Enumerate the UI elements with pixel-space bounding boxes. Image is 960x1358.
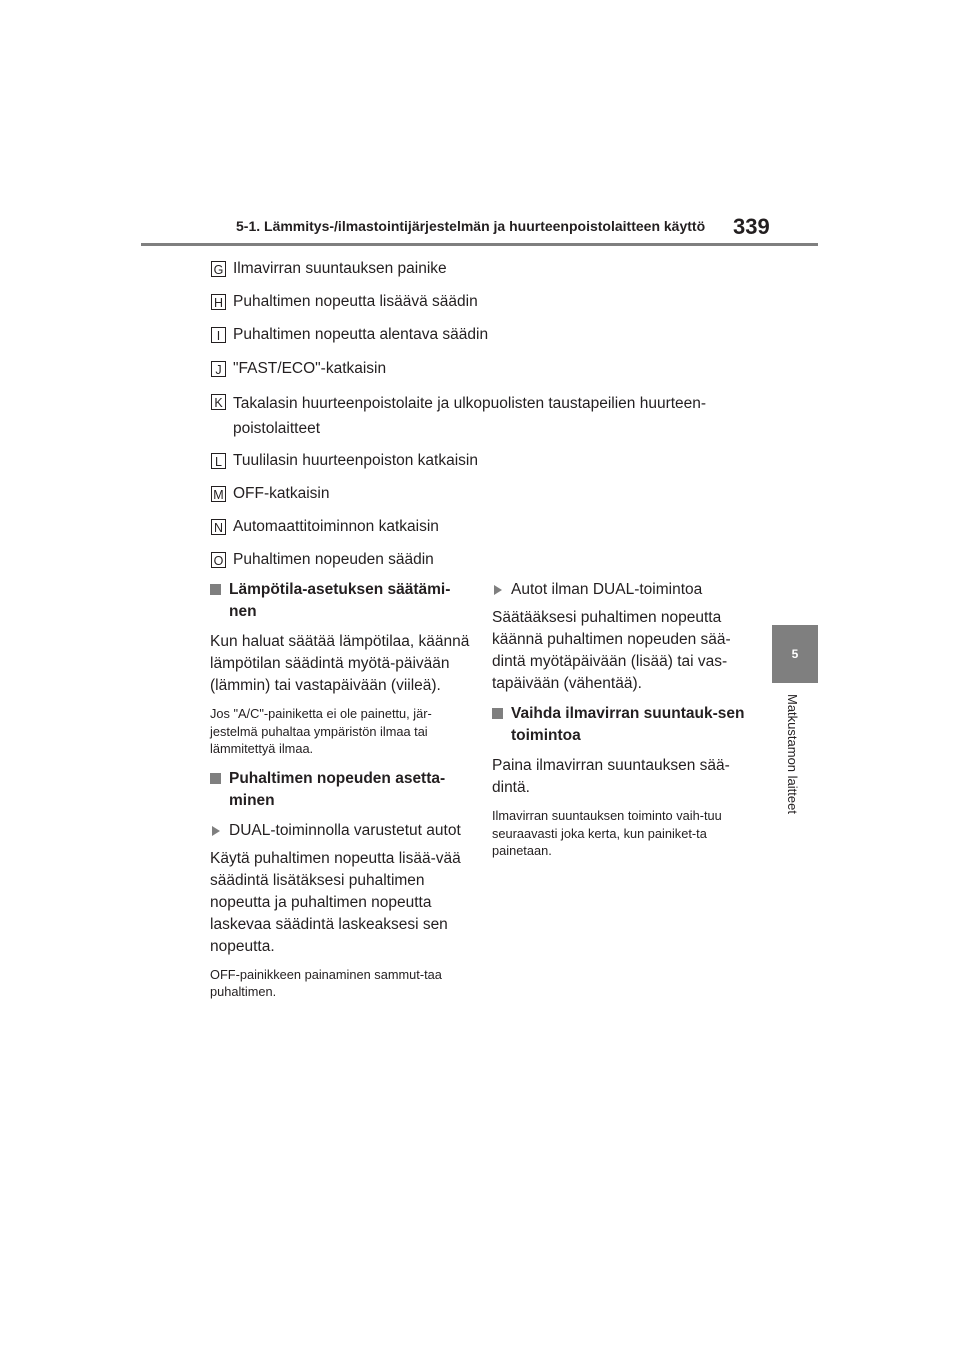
section-heading <box>492 703 752 747</box>
sub-heading-text: Autot ilman DUAL-toimintoa <box>511 581 703 598</box>
legend-item <box>211 450 751 473</box>
sub-heading <box>210 820 470 842</box>
body-text: Kun haluat säätää lämpötilaa, käännä lämpötilan säädintä myötä-päivään (lämmin) tai vastapäivään (viileä). <box>210 633 470 694</box>
left-column <box>210 579 470 1011</box>
legend-text: Takalasin huurteenpoistolaite ja ulkopuolisten taustapeilien huurteen-poistolaitteet <box>233 394 707 437</box>
body-text: Paina ilmavirran suuntauksen sää-dintä. <box>492 757 730 796</box>
legend-text: "FAST/ECO"-katkaisin <box>233 359 387 377</box>
chapter-label: Matkustamon laitteet <box>785 694 800 814</box>
legend-item <box>211 391 751 441</box>
heading-text: Lämpötila-asetuksen säätämi-nen <box>229 581 451 620</box>
body-text: Käytä puhaltimen nopeutta lisää-vää säädintä lisätäksesi puhaltimen nopeutta ja puhaltimen nopeutta laskevaa säädintä laskeaksesi sen nopeutta. <box>210 849 461 955</box>
legend-text: Puhaltimen nopeuden säädin <box>233 551 434 569</box>
legend-item <box>211 483 751 506</box>
triangle-bullet-icon <box>212 826 220 836</box>
legend-text: OFF-katkaisin <box>233 484 330 502</box>
legend-letter: G <box>211 261 226 277</box>
legend-letter: L <box>211 453 226 469</box>
legend-letter: M <box>211 486 226 502</box>
chapter-tab: 5 <box>772 625 818 683</box>
page-header-title: 5-1. Lämmitys-/ilmastointijärjestelmän ja huurteenpoistolaitteen käyttö <box>236 218 706 234</box>
right-column <box>492 579 752 870</box>
legend-text: Puhaltimen nopeutta lisäävä säädin <box>233 293 478 311</box>
sub-heading-text: DUAL-toiminnolla varustetut autot <box>229 821 461 839</box>
legend-text: Tuulilasin huurteenpoiston katkaisin <box>233 451 478 469</box>
legend-text: Automaattitoiminnon katkaisin <box>233 518 439 536</box>
legend-item <box>211 516 751 539</box>
legend-item <box>211 358 751 381</box>
legend-letter: H <box>211 294 226 310</box>
sub-heading <box>492 579 752 601</box>
legend-item <box>211 549 751 572</box>
legend-text: Ilmavirran suuntauksen painike <box>233 260 447 277</box>
legend-letter: I <box>211 327 226 343</box>
heading-text: Puhaltimen nopeuden asetta-minen <box>229 769 446 809</box>
legend-item <box>211 291 751 314</box>
square-bullet-icon <box>210 584 221 595</box>
header-rule <box>141 243 818 246</box>
legend-item <box>211 258 751 281</box>
legend-item <box>211 324 751 347</box>
triangle-bullet-icon <box>494 585 502 595</box>
legend-letter: J <box>211 361 226 377</box>
legend-letter: K <box>211 394 226 410</box>
legend-letter: O <box>211 552 226 568</box>
note-text: Jos "A/C"-painiketta ei ole painettu, jär-jestelmä puhaltaa ympäristön ilmaa tai lämmitettyä ilmaa. <box>210 706 432 756</box>
note-text: Ilmavirran suuntauksen toiminto vaih-tuu seuraavasti joka kerta, kun painiket-ta painetaan. <box>492 808 722 858</box>
body-text: Säätääksesi puhaltimen nopeutta käännä puhaltimen nopeuden sää-dintä myötäpäivään (lisää) tai vas-tapäivään (vähentää). <box>492 609 731 692</box>
square-bullet-icon <box>492 708 503 719</box>
heading-text: Vaihda ilmavirran suuntauk-sen toimintoa <box>511 705 745 744</box>
section-heading <box>210 768 470 812</box>
square-bullet-icon <box>210 773 221 784</box>
legend-text: Puhaltimen nopeutta alentava säädin <box>233 326 489 344</box>
legend-letter: N <box>211 519 226 535</box>
page-number: 339 <box>733 214 770 239</box>
section-heading <box>210 579 470 623</box>
legend-list <box>211 258 751 583</box>
note-text: OFF-painikkeen painaminen sammut-taa puhaltimen. <box>210 966 442 999</box>
